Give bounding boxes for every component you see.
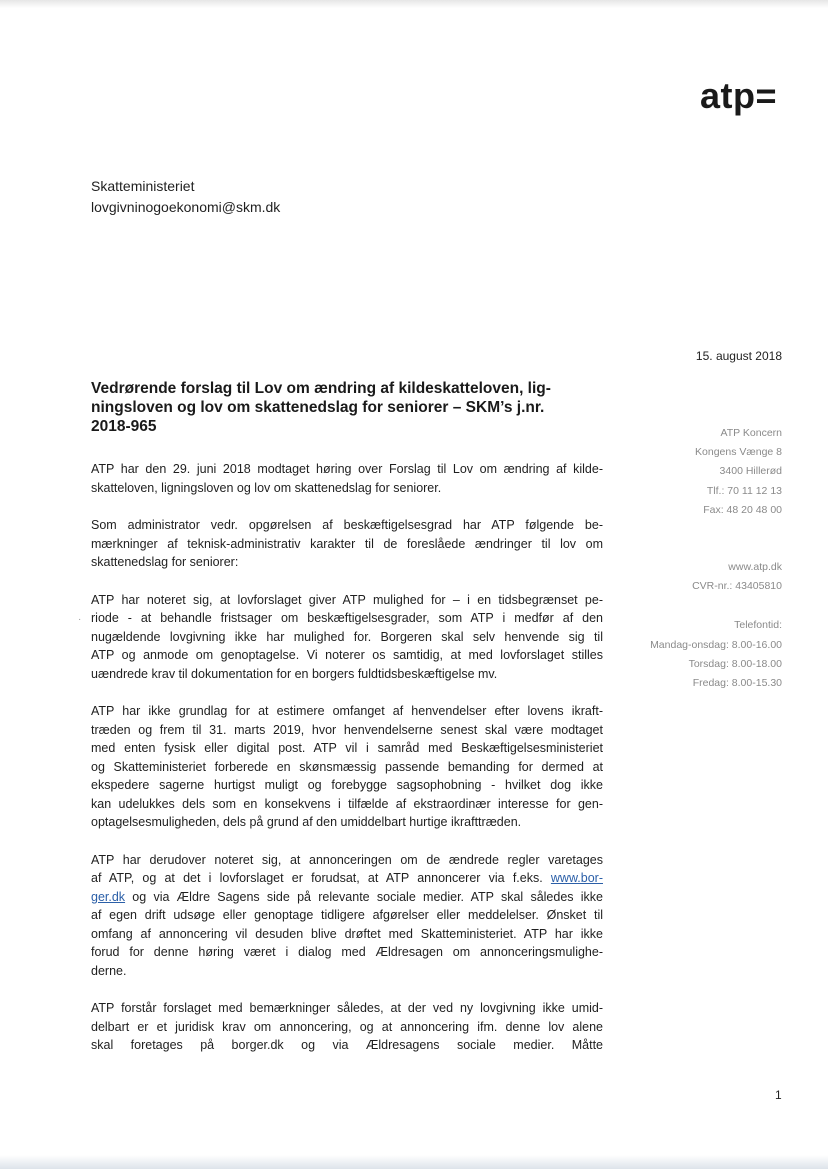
text-line — [91, 869, 603, 888]
scan-mark: · — [78, 614, 82, 625]
phone-hours-mon-wed: Mandag-onsdag: 8.00-16.00 — [650, 638, 782, 651]
text-line: skattenedslag for seniorer: — [91, 555, 239, 569]
text-line: skatteloven, ligningsloven og lov om skattenedslag for seniorer. — [91, 480, 442, 495]
text-segment: og via Ældre Sagens side på relevante sociale medier. ATP skal således ikke — [125, 889, 603, 904]
scan-bottom-edge — [0, 1155, 828, 1169]
text-line: med enten fysisk eller digital post. ATP vil i samråd med Beskæftigelsesministeriet — [91, 741, 603, 755]
text-line: af egen drift udsøge eller genoptage tidligere afgørelser eller meddelelser. Ønsket til — [91, 908, 603, 922]
text-line: skal foretages på borger.dk og via Ældresagens sociale medier. Måtte — [91, 1038, 603, 1052]
recipient-email: lovgivninogoekonomi@skm.dk — [91, 199, 281, 215]
atp-logo: atp= — [700, 75, 778, 116]
text-line: delbart er et juridisk krav om annoncering, og at annoncering ifm. denne lov alene — [91, 1019, 603, 1034]
recipient-block — [91, 176, 280, 218]
text-line: derne. — [91, 963, 127, 978]
text-line: ATP og anmode om genoptagelse. Vi noterer os samtidig, at med lovforslaget stilles — [91, 648, 603, 662]
text-line: ekspedere sagerne hurtigst muligt og forebygge sagsophobning - hvilket dog ikke — [91, 778, 603, 792]
text-segment: af ATP, og at det i lovforslaget er forudsat, at ATP annoncerer via f.eks. — [91, 871, 551, 885]
text-line: ATP forstår forslaget med bemærkninger således, at der ved ny lovgivning ikke umid- — [91, 1001, 603, 1015]
text-line: Som administrator vedr. opgørelsen af beskæftigelsesgrad har ATP følgende be- — [91, 518, 603, 532]
phone-hours-thu: Torsdag: 8.00-18.00 — [688, 657, 782, 670]
heading-line: Vedrørende forslag til Lov om ændring af kildeskatteloven, lig- — [91, 380, 551, 397]
sender-cvr: CVR-nr.: 43405810 — [692, 580, 782, 593]
text-line: kan udelukkes dels som en konsekvens i tilfælde af ekstraordinær interesse for gen- — [91, 796, 603, 811]
paragraph-1 — [91, 460, 603, 497]
scan-top-edge — [0, 0, 828, 8]
text-line: riode - at behandle fristsager om beskæftigelsesgrader, som ATP i medfør af den — [91, 611, 603, 625]
sender-street: Kongens Vænge 8 — [695, 446, 782, 459]
text-line: uændrede krav til dokumentation for en borgers fuldtidsbeskæftigelse mv. — [91, 666, 498, 681]
borger-dk-link[interactable]: ger.dk — [91, 889, 126, 904]
letter-date: 15. august 2018 — [695, 349, 782, 363]
heading-line: ningsloven og lov om skattenedslag for seniorer – SKM’s j.nr. — [91, 399, 545, 416]
text-line: ATP har derudover noteret sig, at annonceringen om de ændrede regler varetages — [91, 852, 603, 867]
phone-hours-fri: Fredag: 8.00-15.30 — [692, 677, 782, 690]
sender-city: 3400 Hillerød — [719, 465, 782, 478]
text-line: ATP har ikke grundlag for at estimere omfanget af henvendelser efter lovens ikraft- — [91, 704, 603, 718]
text-line: forud for denne høring været i dialog med Ældresagen om annonceringsmulighe- — [91, 945, 603, 959]
paragraph-6 — [91, 999, 603, 1055]
sender-website: www.atp.dk — [728, 561, 782, 574]
text-line: omfang af annoncering vil desuden blive drøftet med Skatteministeriet. ATP har ikke — [91, 926, 603, 941]
phone-hours-title: Telefontid: — [734, 619, 782, 632]
paragraph-3 — [91, 591, 603, 684]
paragraph-5 — [91, 851, 603, 981]
text-line: og Skatteministeriet forberede en skønsmæssig passende bemanding for dermed at — [91, 759, 603, 774]
text-line — [91, 888, 603, 907]
letter-heading — [91, 379, 603, 436]
text-line: ATP har noteret sig, at lovforslaget giver ATP mulighed for – i en tidsbegrænset pe- — [91, 592, 603, 607]
text-line: optagelsesmuligheden, dels på grund af den umiddelbart hurtige ikrafttræden. — [91, 815, 522, 829]
text-line: nugældende lovgivning ikke har mulighed for. Borgeren skal selv henvende sig til — [91, 629, 603, 644]
sender-phone: Tlf.: 70 11 12 13 — [706, 484, 782, 497]
paragraph-2 — [91, 516, 603, 572]
text-line: mærkninger af teknisk-administrativ karakter til de foreslåede ændringer til lov om — [91, 536, 603, 551]
borger-dk-link[interactable]: www.bor- — [550, 871, 603, 885]
sender-fax: Fax: 48 20 48 00 — [703, 503, 782, 516]
page-number: 1 — [775, 1088, 782, 1102]
letter-body — [91, 460, 603, 1074]
text-line: træden og frem til 31. marts 2019, hvor henvendelserne senest skal være modtaget — [91, 722, 603, 737]
recipient-name: Skatteministeriet — [91, 178, 195, 194]
sender-company: ATP Koncern — [720, 427, 782, 439]
sender-info-sidebar — [600, 424, 782, 693]
heading-line: 2018-965 — [91, 418, 157, 435]
paragraph-4 — [91, 702, 603, 832]
text-line: ATP har den 29. juni 2018 modtaget høring over Forslag til Lov om ændring af kilde- — [91, 462, 603, 476]
